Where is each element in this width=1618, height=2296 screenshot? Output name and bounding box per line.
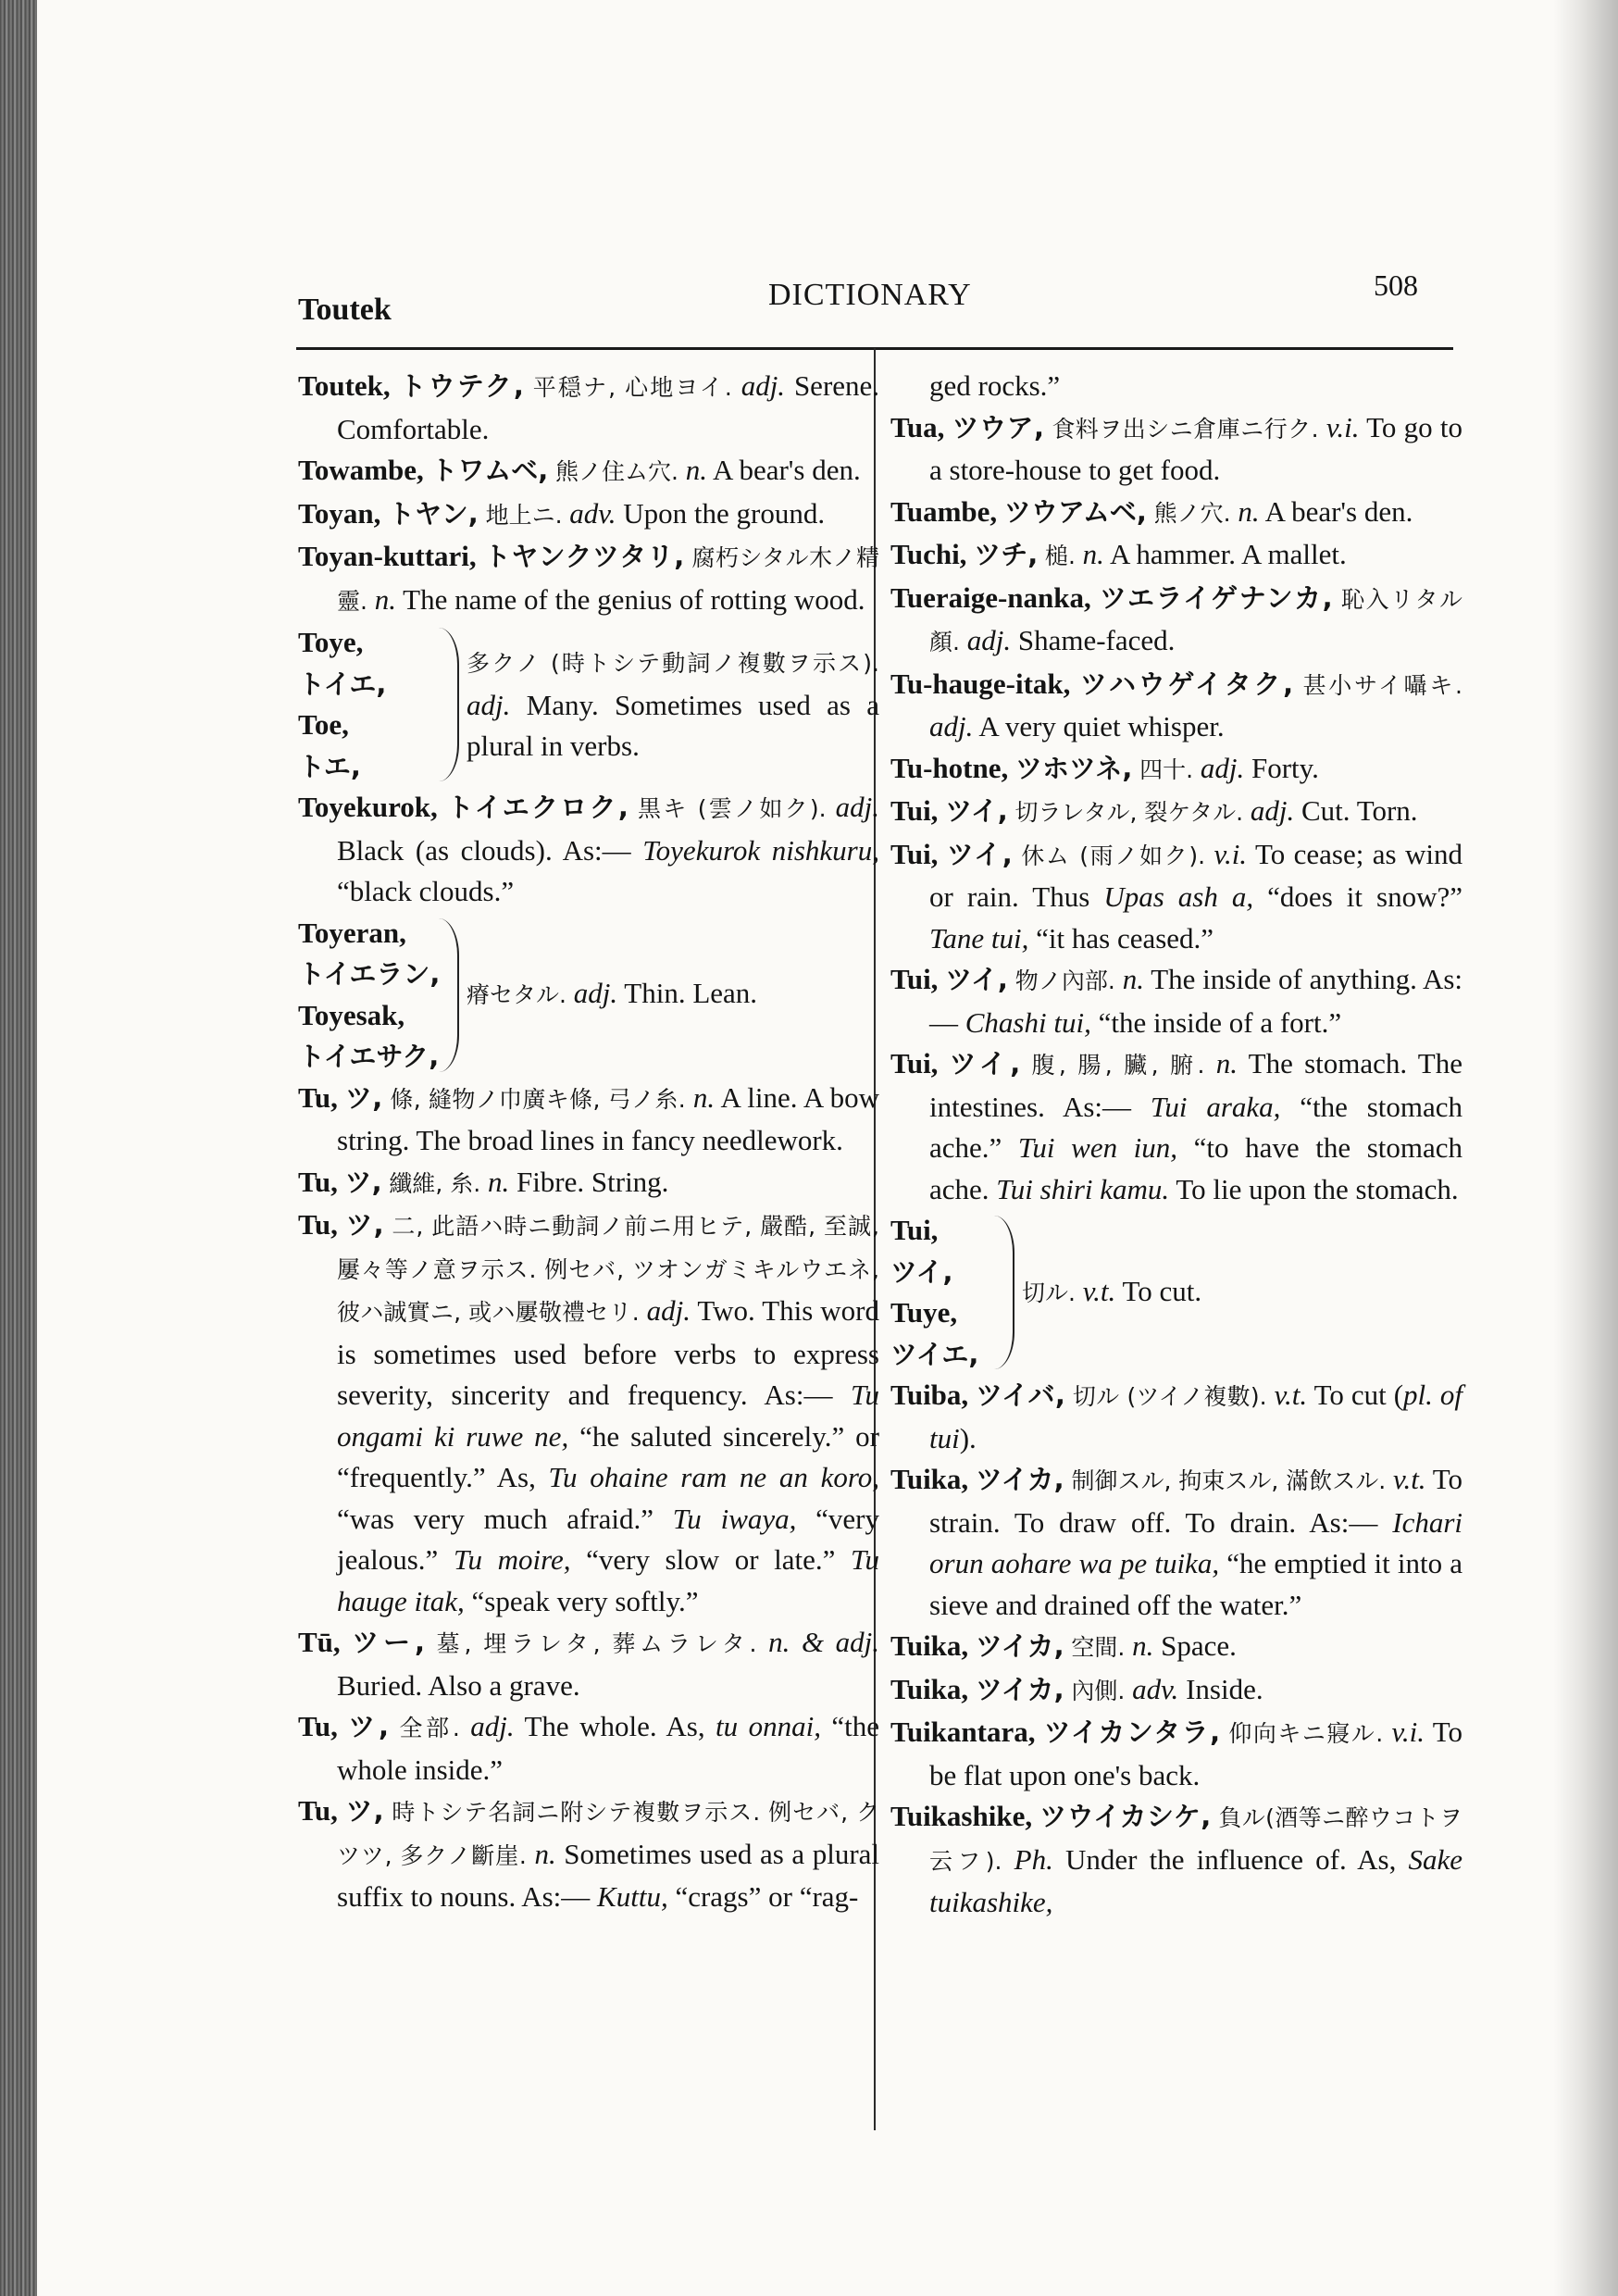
entry-tueraige-nanka: Tueraige-nanka, ツエライゲナンカ, 恥入リタル顏. adj. Shame-faced. [890, 580, 1462, 656]
entry-tui-cut: Tui, ツイ, 切ラレタル, 裂ケタル. adj. Cut. Torn. [890, 794, 1418, 827]
entry-toyan: Toyan, トヤン, 地上ニ. adv. Upon the ground. [298, 496, 826, 530]
group-head: Toye, [298, 626, 364, 658]
page-number: 508 [1374, 268, 1418, 302]
entry-tu-whole: Tu, ツ, 全部. adj. The whole. As, tu onnai, “the whole inside.” [298, 1710, 880, 1786]
group-head: Tuye, [890, 1296, 958, 1329]
entry-tu-hotne: Tu-hotne, ツホツネ, 四十. adj. Forty. [890, 751, 1319, 784]
entry-tu-line: Tu, ツ, 條, 縫物ノ巾廣キ條, 弓ノ糸. n. A line. A bow string. The broad lines in fancy needlework. [298, 1080, 880, 1156]
entry-group-toyeran: Toyeran, トイエラン, Toyesak, トイエサク, 瘠セタル. adj. Thin. Lean. [298, 913, 879, 1078]
right-column [890, 366, 1462, 1924]
entry-toyekurok: Toyekurok, トイエクロク, 黒キ (雲ノ如ク). adj. Black (as clouds). As:— Toyekurok nishkuru, “black clouds.” [298, 791, 879, 907]
entry-tua: Tua, ツウア, 食料ヲ出シニ倉庫ニ行ク. v.i. To go to a store-house to get food. [890, 410, 1463, 486]
entry-tui-cease: Tui, ツイ, 休ム (雨ノ如ク). v.i. To cease; as wind or rain. Thus Upas ash a, “does it snow?” Tane tui, “it has ceased.” [890, 837, 1463, 955]
entry-group-tui-tuye: Tui, ツイ, Tuye, ツイエ, 切ル. v.t. To cut. [890, 1210, 1462, 1375]
entry-tuikantara: Tuikantara, ツイカンタラ, 仰向キニ寢ル. v.i. To be flat upon one's back. [890, 1716, 1462, 1791]
entry-towambe: Towambe, トワムベ, 熊ノ住ム穴. n. A bear's den. [298, 454, 861, 486]
entry-tuchi: Tuchi, ツチ, 槌. n. A hammer. A mallet. [890, 538, 1347, 570]
group-head: トイエ, [298, 668, 387, 700]
entry-tuikashike: Tuikashike, ツウイカシケ, 負ル(酒等ニ醉ウコトヲ云フ). Ph. Under the influence of. As, Sake tuikashike, [890, 1800, 1463, 1918]
group-head: Toe, [298, 708, 349, 741]
entry-tui-stomach: Tui, ツイ, 腹, 腸, 臟, 腑. n. The stomach. The intestines. As:— Tui araka, “the stomach ache.” Tui wen iun, “to have the stomach ache. Tui shiri kamu. To lie upon the stomach. [890, 1047, 1463, 1205]
entry-continuation: ged rocks.” [929, 369, 1061, 402]
entry-group-toye: Toye, トイエ, Toe, トエ, 多クノ (時トシテ動詞ノ複數ヲ示ス). adj. Many. Sometimes used as a plural in verbs. [298, 622, 879, 787]
entry-tuambe: Tuambe, ツウアムベ, 熊ノ穴. n. A bear's den. [890, 494, 1413, 528]
entry-tui-inside: Tui, ツイ, 物ノ內部. n. The inside of anything. As:— Chashi tui, “the inside of a fort.” [890, 963, 1463, 1039]
group-head: ツイ, [890, 1255, 953, 1288]
entry-tuika-space: Tuika, ツイカ, 空間. n. Space. [890, 1629, 1237, 1662]
left-column [298, 366, 879, 1918]
entry-tu-buried: Tū, ツー, 墓, 埋ラレタ, 葬ムラレタ. n. & adj. Buried. Also a grave. [298, 1626, 880, 1702]
entry-tu-two: Tu, ツ, 二, 此語ハ時ニ動詞ノ前ニ用ヒテ, 嚴酷, 至誠, 屢々等ノ意ヲ示ス. 例セバ, ツオンガミキルウエネ, 彼ハ誠實ニ, 或ハ屢敬禮セリ. adj. Two. This word is sometimes used before verbs to express severity, sincerity and frequency. As:— Tu ongami ki ruwe ne, “he saluted sincerely.” or “frequently.” As, Tu ohaine ram ne an koro, “was very much afraid.” Tu iwaya, “very jealous.” Tu moire, “very slow or late.” Tu hauge itak, “speak very softly.” [298, 1208, 880, 1617]
brace [437, 918, 459, 1072]
entry-tu-hauge-itak: Tu-hauge-itak, ツハウゲイタク, 甚小サイ囁キ. adj. A very quiet whisper. [890, 667, 1463, 742]
entry-tuiba: Tuiba, ツイバ, 切ル (ツイノ複數). v.t. To cut (pl. of tui). [890, 1379, 1462, 1454]
group-head: Tui, [890, 1214, 939, 1246]
group-head: ツイエ, [890, 1338, 979, 1370]
running-head-left: Toutek [298, 293, 392, 327]
group-head: Toyesak, [298, 998, 405, 1031]
entry-tu-fibre: Tu, ツ, 纖維, 糸. n. Fibre. String. [298, 1165, 669, 1198]
page-header [0, 0, 1618, 370]
entry-toyan-kuttari: Toyan-kuttari, トヤンクツタリ, 腐朽シタル木ノ精靈. n. The name of the genius of rotting wood. [298, 540, 879, 616]
brace [437, 628, 459, 781]
entry-tu-plural: Tu, ツ, 時トシテ名詞ニ附シテ複數ヲ示ス. 例セバ, クツツ, 多クノ斷崖. n. Sometimes used as a plural suffix to nouns. As:— Kuttu, “crags” or “rag- [298, 1794, 880, 1913]
entry-tuika-inside: Tuika, ツイカ, 內側. adv. Inside. [890, 1672, 1263, 1705]
group-head: トエ, [298, 750, 361, 782]
entry-tuika-strain: Tuika, ツイカ, 制御スル, 拘束スル, 滿飲スル. v.t. To strain. To draw off. To drain. As:— Ichari orun aohare wa pe tuika, “he emptied it into a sieve and drained off the water.” [890, 1463, 1463, 1621]
group-head: Toyeran, [298, 916, 406, 949]
running-head-title: DICTIONARY [768, 278, 972, 312]
group-head: トイエサク, [298, 1041, 440, 1072]
group-head: トイエラン, [298, 958, 441, 990]
brace [992, 1216, 1014, 1369]
entry-toutek: Toutek, トウテク, 平穏ナ, 心地ヨイ. adj. Serene. Comfortable. [298, 369, 880, 445]
